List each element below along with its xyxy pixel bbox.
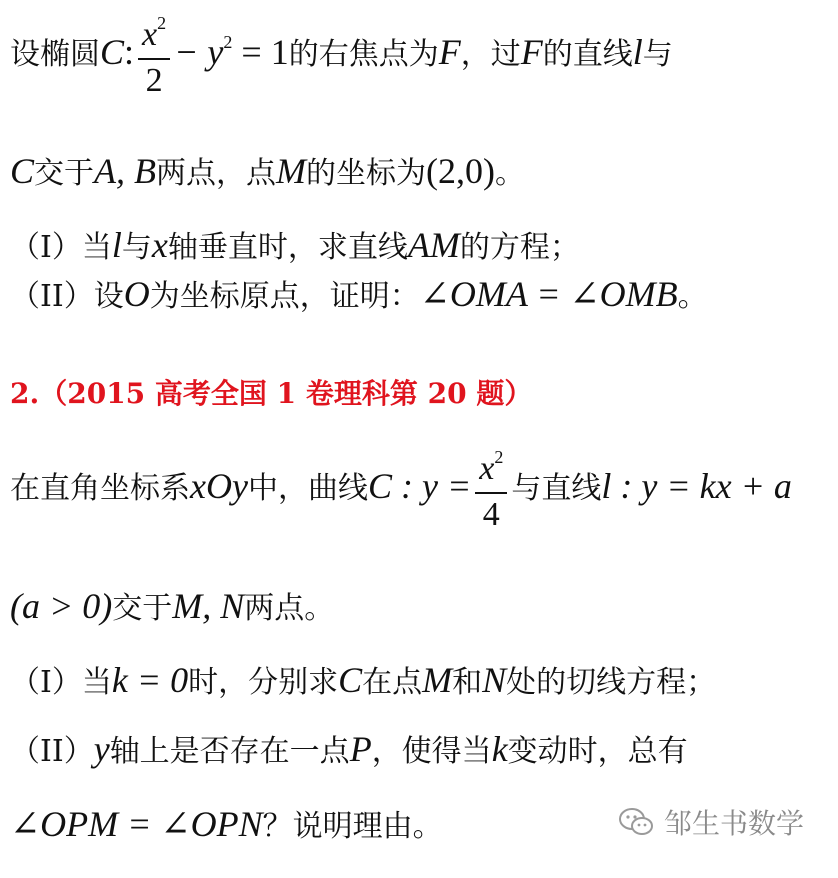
wechat-icon [618,807,654,837]
problem2-part1: （I）当k = 0时，分别求C在点M和N处的切线方程； [10,660,717,700]
problem1-part1: （I）当l与x轴垂直时，求直线AM的方程； [10,225,580,265]
problem1-line2: C交于A, B两点，点M的坐标为(2,0)。 [10,151,525,191]
problem2-line1: 在直角坐标系xOy中，曲线C : y = $\frac{x^2}{4}$ 与直线l : y = kx + a [10,447,792,533]
watermark [618,802,804,842]
problem2-line2: (a > 0)交于M, N两点。 [10,586,335,626]
problem2-heading: 2.（2015 高考全国 1 卷理科第 20 题） [10,377,533,410]
watermark-text: 邹生书数学 [663,807,804,840]
problem2-part2-continued: ∠OPM = ∠OPN？说明理由。 [10,804,443,844]
problem1-part2: （II）设O为坐标原点，证明：∠OMA = ∠OMB。 [10,274,708,314]
fraction-x2-over-2: $\frac{x^2}{2}$ [138,14,170,98]
problem1-line1: 设椭圆C: $\frac{x^2}{2}$ − $y^2 = 1$的右焦点为F，过F的直线l与 [10,13,673,99]
fraction-x2-over-4: $\frac{x^2}{4}$ [475,448,507,532]
problem2-part2: （II）y轴上是否存在一点P，使得当k变动时，总有 [10,729,688,769]
